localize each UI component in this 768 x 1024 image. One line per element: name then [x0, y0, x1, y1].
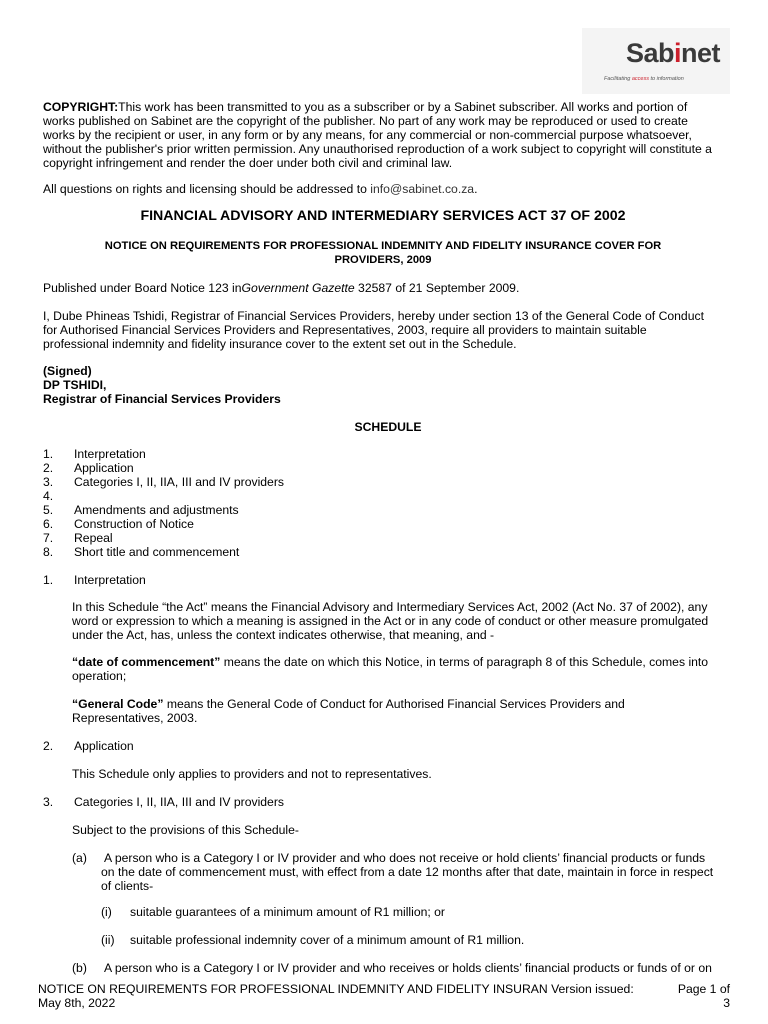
- section-number: 1.: [43, 573, 54, 587]
- section-heading-interpretation: Interpretation: [74, 573, 146, 587]
- clause-a-text: A person who is a Category I or IV provider and who does not receive or hold clients’ financial products or funds: [104, 851, 706, 865]
- toc-num: 4.: [43, 489, 54, 503]
- section-heading-categories: Categories I, II, IIA, III and IV providers: [74, 795, 284, 809]
- clause-label-a: (a): [72, 851, 87, 865]
- toc-num: 6.: [43, 517, 54, 531]
- signature-block: (Signed) DP TSHIDI, Registrar of Financial Services Providers: [43, 364, 281, 406]
- clause-a-text-cont: on the date of commencement must, with effect from a date 12 months after that date, maintain in force in respect of clients-: [101, 865, 714, 893]
- logo-wordmark: Sabinet: [626, 38, 721, 68]
- categories-intro: Subject to the provisions of this Schedule-: [72, 823, 299, 837]
- interpretation-paragraph: In this Schedule “the Act” means the Financial Advisory and Intermediary Services Act, 2002 (Act No. 37 of 2002), any word or expression to which a meaning is assigned in the Act or in any code of conduct or other measure promulgated under the Act, has, unless the context indicates otherwise, that meaning, and -: [72, 600, 709, 642]
- toc-item: Repeal: [74, 531, 113, 545]
- subclause-label-ii: (ii): [101, 933, 115, 947]
- publication-line: Published under Board Notice 123 inGovernment Gazette 32587 of 21 September 2009.: [43, 281, 520, 295]
- contact-line: All questions on rights and licensing should be addressed to info@sabinet.co.za.: [43, 182, 478, 196]
- toc-num: 1.: [43, 447, 54, 461]
- clause-b-text: A person who is a Category I or IV provider and who receives or holds clients’ financial products or funds of or on: [104, 961, 712, 975]
- section-number: 2.: [43, 739, 54, 753]
- schedule-heading: SCHEDULE: [354, 420, 422, 434]
- toc-item: Short title and commencement: [74, 545, 240, 559]
- toc-num: 5.: [43, 503, 54, 517]
- document-subtitle: NOTICE ON REQUIREMENTS FOR PROFESSIONAL INDEMNITY AND FIDELITY INSURANCE COVER FOR PROVIDERS, 2009: [104, 240, 662, 266]
- intro-paragraph: I, Dube Phineas Tshidi, Registrar of Financial Services Providers, hereby under section 13 of the General Code of Conduct for Authorised Financial Services Providers and Representatives, 2003, require all providers to maintain suitable professional indemnity and fidelity insurance cover to the extent set out in the Schedule.: [43, 309, 704, 351]
- subclause-i-text: suitable guarantees of a minimum amount of R1 million; or: [130, 905, 445, 919]
- subclause-label-i: (i): [101, 905, 112, 919]
- toc-num: 8.: [43, 545, 54, 559]
- document-title: FINANCIAL ADVISORY AND INTERMEDIARY SERVICES ACT 37 OF 2002: [140, 208, 626, 224]
- clause-label-b: (b): [72, 961, 87, 975]
- definition-date-of-commencement: “date of commencement” means the date on which this Notice, in terms of paragraph 8 of this Schedule, comes into operation;: [72, 655, 709, 683]
- toc-item: Application: [74, 461, 134, 475]
- contact-email-link[interactable]: info@sabinet.co.za: [370, 182, 475, 196]
- toc-num: 7.: [43, 531, 54, 545]
- toc-item: Amendments and adjustments: [74, 503, 239, 517]
- application-paragraph: This Schedule only applies to providers and not to representatives.: [72, 767, 432, 781]
- toc-item: Categories I, II, IIA, III and IV providers: [74, 475, 284, 489]
- toc-item: Construction of Notice: [74, 517, 194, 531]
- section-heading-application: Application: [74, 739, 134, 753]
- copyright-label: COPYRIGHT:: [43, 100, 119, 114]
- copyright-notice: COPYRIGHT:This work has been transmitted to you as a subscriber or by a Sabinet subscriber. All works and portion of works published on Sabinet are the copyright of the publisher. No part of any work may be reproduced or used to create works by the recipient or user, in any form or by any means, for any commercial or non-commercial purpose whatsoever, without the publisher's prior written permission. Any unauthorised reproduction of a work subject to copyright will constitute a copyright infringement and render the doer under both civil and criminal law.: [43, 100, 712, 170]
- toc-num: 2.: [43, 461, 54, 475]
- page-footer-number: Page 1 of 3: [677, 982, 730, 1010]
- toc-num: 3.: [43, 475, 54, 489]
- subclause-ii-text: suitable professional indemnity cover of a minimum amount of R1 million.: [130, 933, 525, 947]
- definition-general-code: “General Code” means the General Code of Conduct for Authorised Financial Services Providers and Representatives, 2003.: [72, 697, 625, 725]
- sabinet-logo: [582, 28, 730, 94]
- section-number: 3.: [43, 795, 54, 809]
- toc-item: Interpretation: [74, 447, 146, 461]
- logo-tagline: Facilitating access to information: [604, 76, 684, 82]
- page-footer-title: NOTICE ON REQUIREMENTS FOR PROFESSIONAL INDEMNITY AND FIDELITY INSURAN Version issued: May 8th, 2022: [38, 982, 634, 1010]
